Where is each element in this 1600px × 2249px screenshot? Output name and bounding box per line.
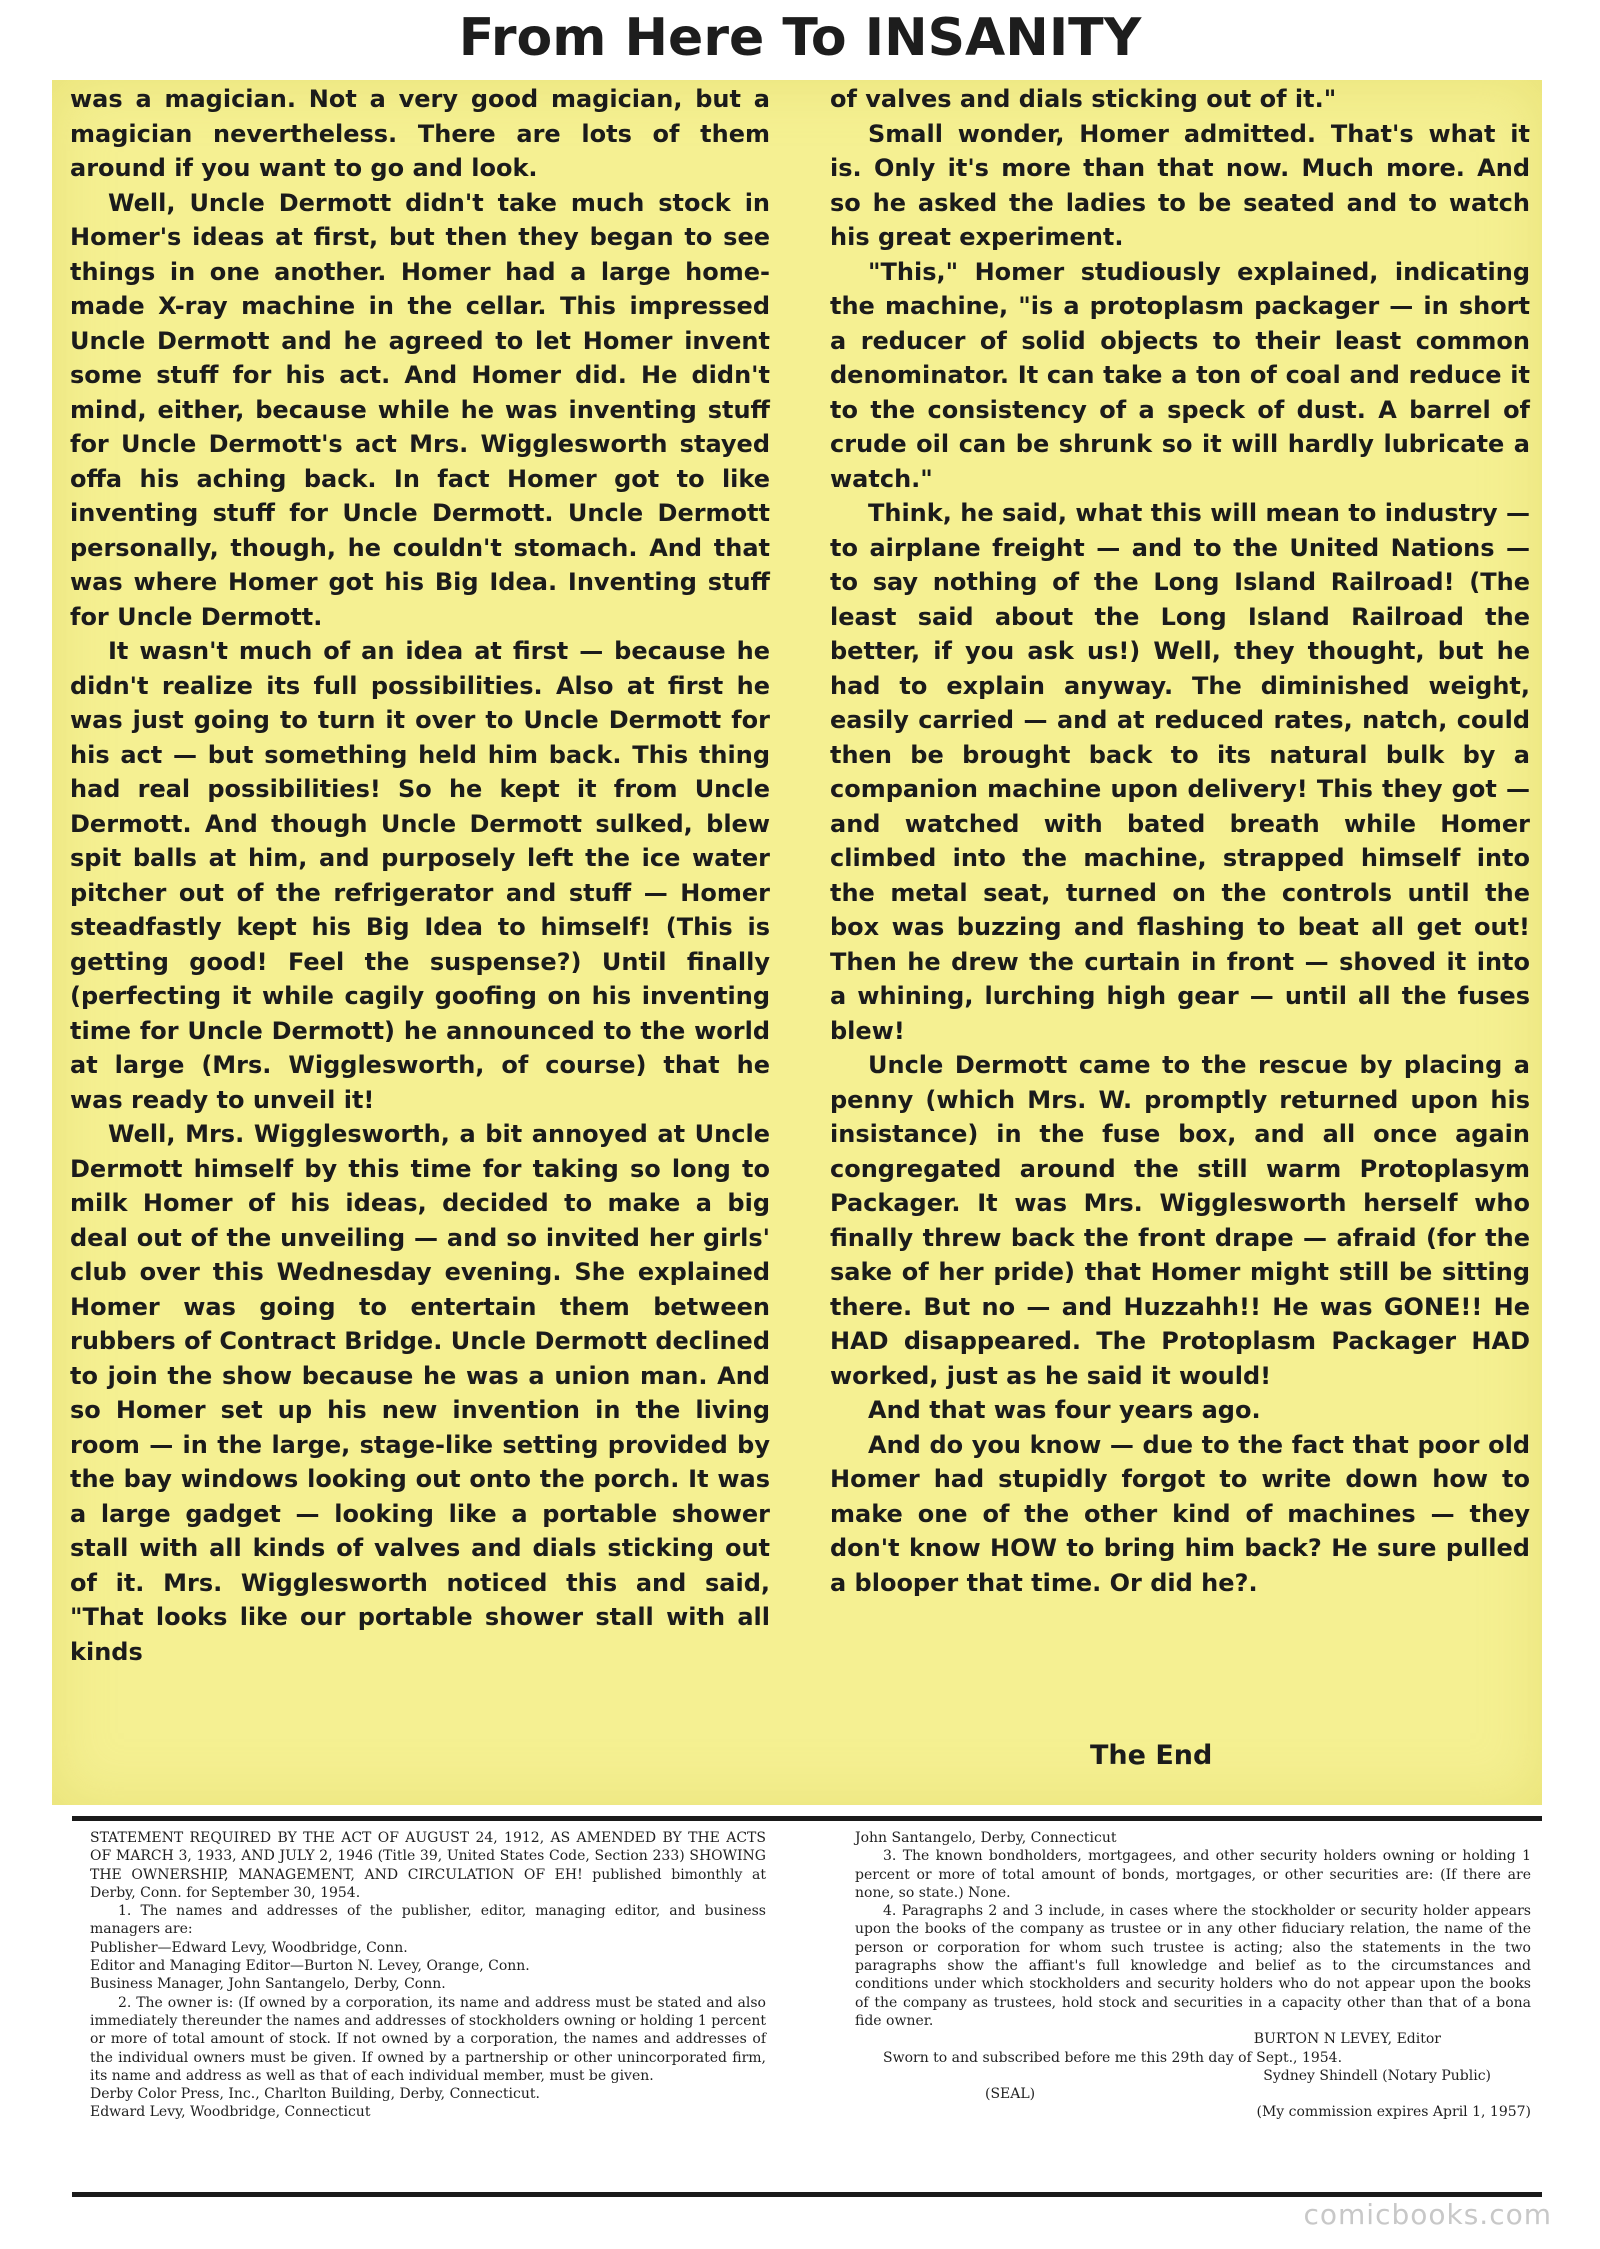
statement-paragraph: Publisher—Edward Levy, Woodbridge, Conn. bbox=[90, 1939, 408, 1956]
statement-paragraph: 4. Paragraphs 2 and 3 include, in cases where the stockholder or security holder appears upon the books of the company as trustee or in any other fiduciary relation, the name of the person or corporation for whom such trustee is acting; also the statements in the two paragraphs show the affiant's full knowledge and belief as to the circumstances and conditions under which stockholders and security holders who do not appear upon the books of the company as trustees, hold stock and securities in a capacity other than that of a bona fide owner. bbox=[855, 1903, 1531, 2029]
story-paragraph: And that was four years ago. bbox=[868, 1396, 1261, 1424]
story-paragraph: Well, Uncle Dermott didn't take much stock in Homer's ideas at first, but then they began to see things in one another. Homer had a large home-made X-ray machine in the cellar. This impressed Uncle Dermott and he agreed to let Homer invent some stuff for his act. And Homer did. He didn't mind, either, because while he was inventing stuff for Uncle Dermott's act Mrs. Wigglesworth stayed offa his aching back. In fact Homer got to like inventing stuff for Uncle Dermott. Uncle Dermott personally, though, he couldn't stomach. And that was where Homer got his Big Idea. Inventing stuff for Uncle Dermott. bbox=[70, 188, 770, 631]
sworn-statement: Sworn to and subscribed before me this 29th day of Sept., 1954. bbox=[883, 2049, 1343, 2066]
statement-column-right bbox=[855, 1829, 1531, 2122]
divider-top bbox=[72, 1816, 1542, 1821]
statement-paragraph: Derby Color Press, Inc., Charlton Building, Derby, Connecticut. bbox=[90, 2086, 540, 2103]
seal-label: (SEAL) bbox=[985, 2086, 1036, 2103]
watermark: comicbooks.com bbox=[1303, 2198, 1552, 2231]
story-column-right bbox=[830, 82, 1530, 1600]
statement-paragraph: 2. The owner is: (If owned by a corporation, its name and address must be stated and also immediately thereunder the names and addresses of stockholders owning or holding 1 percent or more of total amount of stock. If not owned by a corporation, the names and addresses of the individual owners must be given. If owned by a partnership or other unincorporated firm, its name and address as well as that of each individual member, must be given. bbox=[90, 1994, 766, 2084]
story-paragraph: Well, Mrs. Wigglesworth, a bit annoyed at Uncle Dermott himself by this time for taking so long to milk Homer of his ideas, decided to make a big deal out of the unveiling — and so invited her girls' club over this Wednesday evening. She explained Homer was going to entertain them between rubbers of Contract Bridge. Uncle Dermott declined to join the show because he was a union man. And so Homer set up his new invention in the living room — in the large, stage-like setting provided by the bay windows looking out onto the porch. It was a large gadget — looking like a portable shower stall with all kinds of valves and dials sticking out of it. Mrs. Wigglesworth noticed this and said, "That looks like our portable shower stall with all kinds bbox=[70, 1120, 770, 1666]
story-column-left bbox=[70, 82, 770, 1669]
story-paragraph: Think, he said, what this will mean to industry — to airplane freight — and to the United Nations — to say nothing of the Long Island Railroad! (The least said about the Long Island Railroad the better, if you ask us!) Well, they thought, but he had to explain anyway. The diminished weight, easily carried — and at reduced rates, natch, could then be brought back to its natural bulk by a companion machine upon delivery! This they got — and watched with bated breath while Homer climbed into the machine, strapped himself into the metal seat, turned on the controls until the box was buzzing and flashing to beat all get out! Then he drew the curtain in front — shoved it into a whining, lurching high gear — until all the fuses blew! bbox=[830, 499, 1530, 1045]
the-end-label: The End bbox=[1090, 1740, 1213, 1771]
story-paragraph: of valves and dials sticking out of it." bbox=[830, 85, 1337, 113]
commission-expiry: (My commission expires April 1, 1957) bbox=[1256, 2104, 1531, 2121]
story-paragraph: "This," Homer studiously explained, indicating the machine, "is a protoplasm packager — in short a reducer of solid objects to their least common denominator. It can take a ton of coal and reduce it to the consistency of a speck of dust. A barrel of crude oil can be shrunk so it will hardly lubricate a watch." bbox=[830, 257, 1530, 493]
notary-name: Sydney Shindell (Notary Public) bbox=[1263, 2067, 1491, 2084]
story-paragraph: Uncle Dermott came to the rescue by placing a penny (which Mrs. W. promptly returned upon his insistance) in the fuse box, and all once again congregated around the still warm Protoplasym Packager. It was Mrs. Wigglesworth herself who finally threw back the front drape — afraid (for the sake of her pride) that Homer might still be sitting there. But no — and Huzzahh!! He was GONE!! He HAD disappeared. The Protoplasm Packager HAD worked, just as he said it would! bbox=[830, 1051, 1530, 1390]
statement-paragraph: STATEMENT REQUIRED BY THE ACT OF AUGUST 24, 1912, AS AMENDED BY THE ACTS OF MARCH 3, 1933, AND JULY 2, 1946 (Title 39, United States Code, Section 233) SHOWING THE OWNERSHIP, MANAGEMENT, AND CIRCULATION OF EH! published bimonthly at Derby, Conn. for September 30, 1954. bbox=[90, 1830, 766, 1901]
story-paragraph: was a magician. Not a very good magician, but a magician nevertheless. There are lots of them around if you want to go and look. bbox=[70, 85, 770, 182]
statement-paragraph: 3. The known bondholders, mortgagees, and other security holders owning or holding 1 percent or more of total amount of bonds, mortgages, or other securities are: (If there are none, so state.) None. bbox=[855, 1848, 1531, 1901]
story-paragraph: It wasn't much of an idea at first — because he didn't realize its full possibilities. Also at first he was just going to turn it over to Uncle Dermott for his act — but something held him back. This thing had real possibilities! So he kept it from Uncle Dermott. And though Uncle Dermott sulked, blew spit balls at him, and purposely left the ice water pitcher out of the refrigerator and stuff — Homer steadfastly kept his Big Idea to himself! (This is getting good! Feel the suspense?) Until finally (perfecting it while cagily goofing on his inventing time for Uncle Dermott) he announced to the world at large (Mrs. Wigglesworth, of course) that he was ready to unveil it! bbox=[70, 637, 770, 1114]
statement-paragraph: John Santangelo, Derby, Connecticut bbox=[855, 1830, 1117, 1846]
divider-bottom bbox=[72, 2192, 1542, 2197]
statement-paragraph: Edward Levy, Woodbridge, Connecticut bbox=[90, 2104, 371, 2121]
page-title: From Here To INSANITY bbox=[458, 8, 1142, 68]
story-paragraph: Small wonder, Homer admitted. That's what it is. Only it's more than that now. Much more. And so he asked the ladies to be seated and to watch his great experiment. bbox=[830, 119, 1530, 251]
signature-name: BURTON N LEVEY, Editor bbox=[1253, 2031, 1441, 2048]
statement-paragraph: 1. The names and addresses of the publisher, editor, managing editor, and business managers are: bbox=[90, 1903, 766, 1938]
story-paragraph: And do you know — due to the fact that poor old Homer had stupidly forgot to write down how to make one of the other kind of machines — they don't know HOW to bring him back? He sure pulled a blooper that time. Or did he?. bbox=[830, 1430, 1530, 1597]
statement-paragraph: Editor and Managing Editor—Burton N. Levey, Orange, Conn. bbox=[90, 1958, 530, 1975]
statement-paragraph: Business Manager, John Santangelo, Derby, Conn. bbox=[90, 1976, 446, 1993]
statement-column-left bbox=[90, 1829, 766, 2122]
